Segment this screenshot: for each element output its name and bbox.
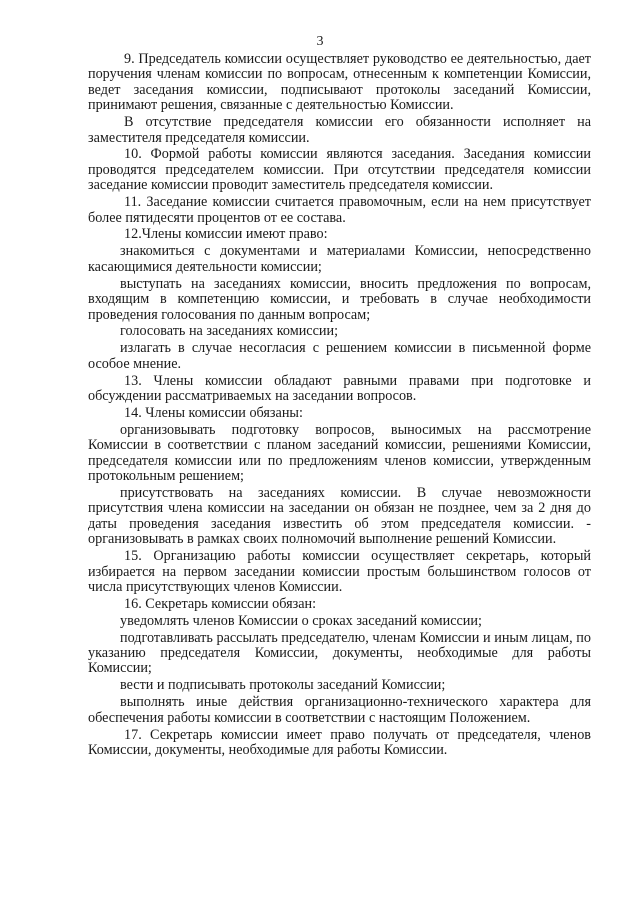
paragraph-9: 9. Председатель комиссии осуществляет руководство ее деятельностью, дает поручения членам комиссии по вопросам, отнесенным к компетенции Комиссии, ведет заседания комиссии, подписывают протоколы заседаний Комиссии, принимают решения, связанные с деятельностью Комиссии. <box>88 51 591 114</box>
paragraph-14-item-1: организовывать подготовку вопросов, выносимых на рассмотрение Комиссии в соответствии с планом заседаний комиссии, решениями Комиссии, председателя комиссии или по предложениям членов комиссии, утвержденным протокольным решением; <box>88 421 591 485</box>
paragraph-14-item-2: присутствовать на заседаниях комиссии. В случае невозможности присутствия члена комиссии на заседании он обязан не позднее, чем за 2 дня до даты проведения заседания известить об этом председателя комиссии. - организовывать в рамках своих полномочий выполнение решений Комиссии. <box>88 484 591 548</box>
paragraph-12-item-1: знакомиться с документами и материалами Комиссии, непосредственно касающимися деятельности комиссии; <box>88 243 591 275</box>
paragraph-15: 15. Организацию работы комиссии осуществляет секретарь, который избирается на первом заседании комиссии простым большинством голосов от числа присутствующих членов Комиссии. <box>88 548 591 595</box>
paragraph-17: 17. Секретарь комиссии имеет право получать от председателя, членов Комиссии, документы, необходимые для работы Комиссии. <box>88 726 591 758</box>
paragraph-12-item-3: голосовать на заседаниях комиссии; <box>120 323 339 340</box>
paragraph-16-item-1: уведомлять членов Комиссии о сроках заседаний комиссии; <box>120 612 482 629</box>
page-number: 3 <box>316 34 324 49</box>
paragraph-14-heading: 14. Члены комиссии обязаны: <box>124 404 303 421</box>
paragraph-13: 13. Члены комиссии обладают равными правами при подготовке и обсуждении рассматриваемых на заседании вопросов. <box>88 372 591 405</box>
paragraph-16-heading: 16. Секретарь комиссии обязан: <box>124 595 317 612</box>
paragraph-12-item-2: выступать на заседаниях комиссии, вносить предложения по вопросам, входящим в компетенцию комиссии, и требовать в случае необходимости проведения голосования по данным вопросам; <box>88 275 591 323</box>
paragraph-10: 10. Формой работы комиссии являются заседания. Заседания комиссии проводятся председателем комиссии. При отсутствии председателя комиссии заседание комиссии проводит заместитель председателя комиссии. <box>88 146 591 194</box>
paragraph-12-heading: 12.Члены комиссии имеют право: <box>124 226 328 243</box>
document-body <box>88 52 591 760</box>
paragraph-9-absence: В отсутствие председателя комиссии его обязанности исполняет на заместителя председателя комиссии. <box>88 114 591 146</box>
paragraph-12-item-4: излагать в случае несогласия с решением комиссии в письменной форме особое мнение. <box>88 340 591 372</box>
paragraph-16-item-4: выполнять иные действия организационно-технического характера для обеспечения работы комиссии в соответствии с настоящим Положением. <box>88 694 591 726</box>
paragraph-16-item-3: вести и подписывать протоколы заседаний Комиссии; <box>120 677 446 694</box>
paragraph-16-item-2: подготавливать рассылать председателю, членам Комиссии и иным лицам, по указанию председателя Комиссии, документы, необходимые для работы Комиссии; <box>88 629 591 677</box>
paragraph-11: 11. Заседание комиссии считается правомочным, если на нем присутствует более пятидесяти процентов от ее состава. <box>88 194 591 226</box>
